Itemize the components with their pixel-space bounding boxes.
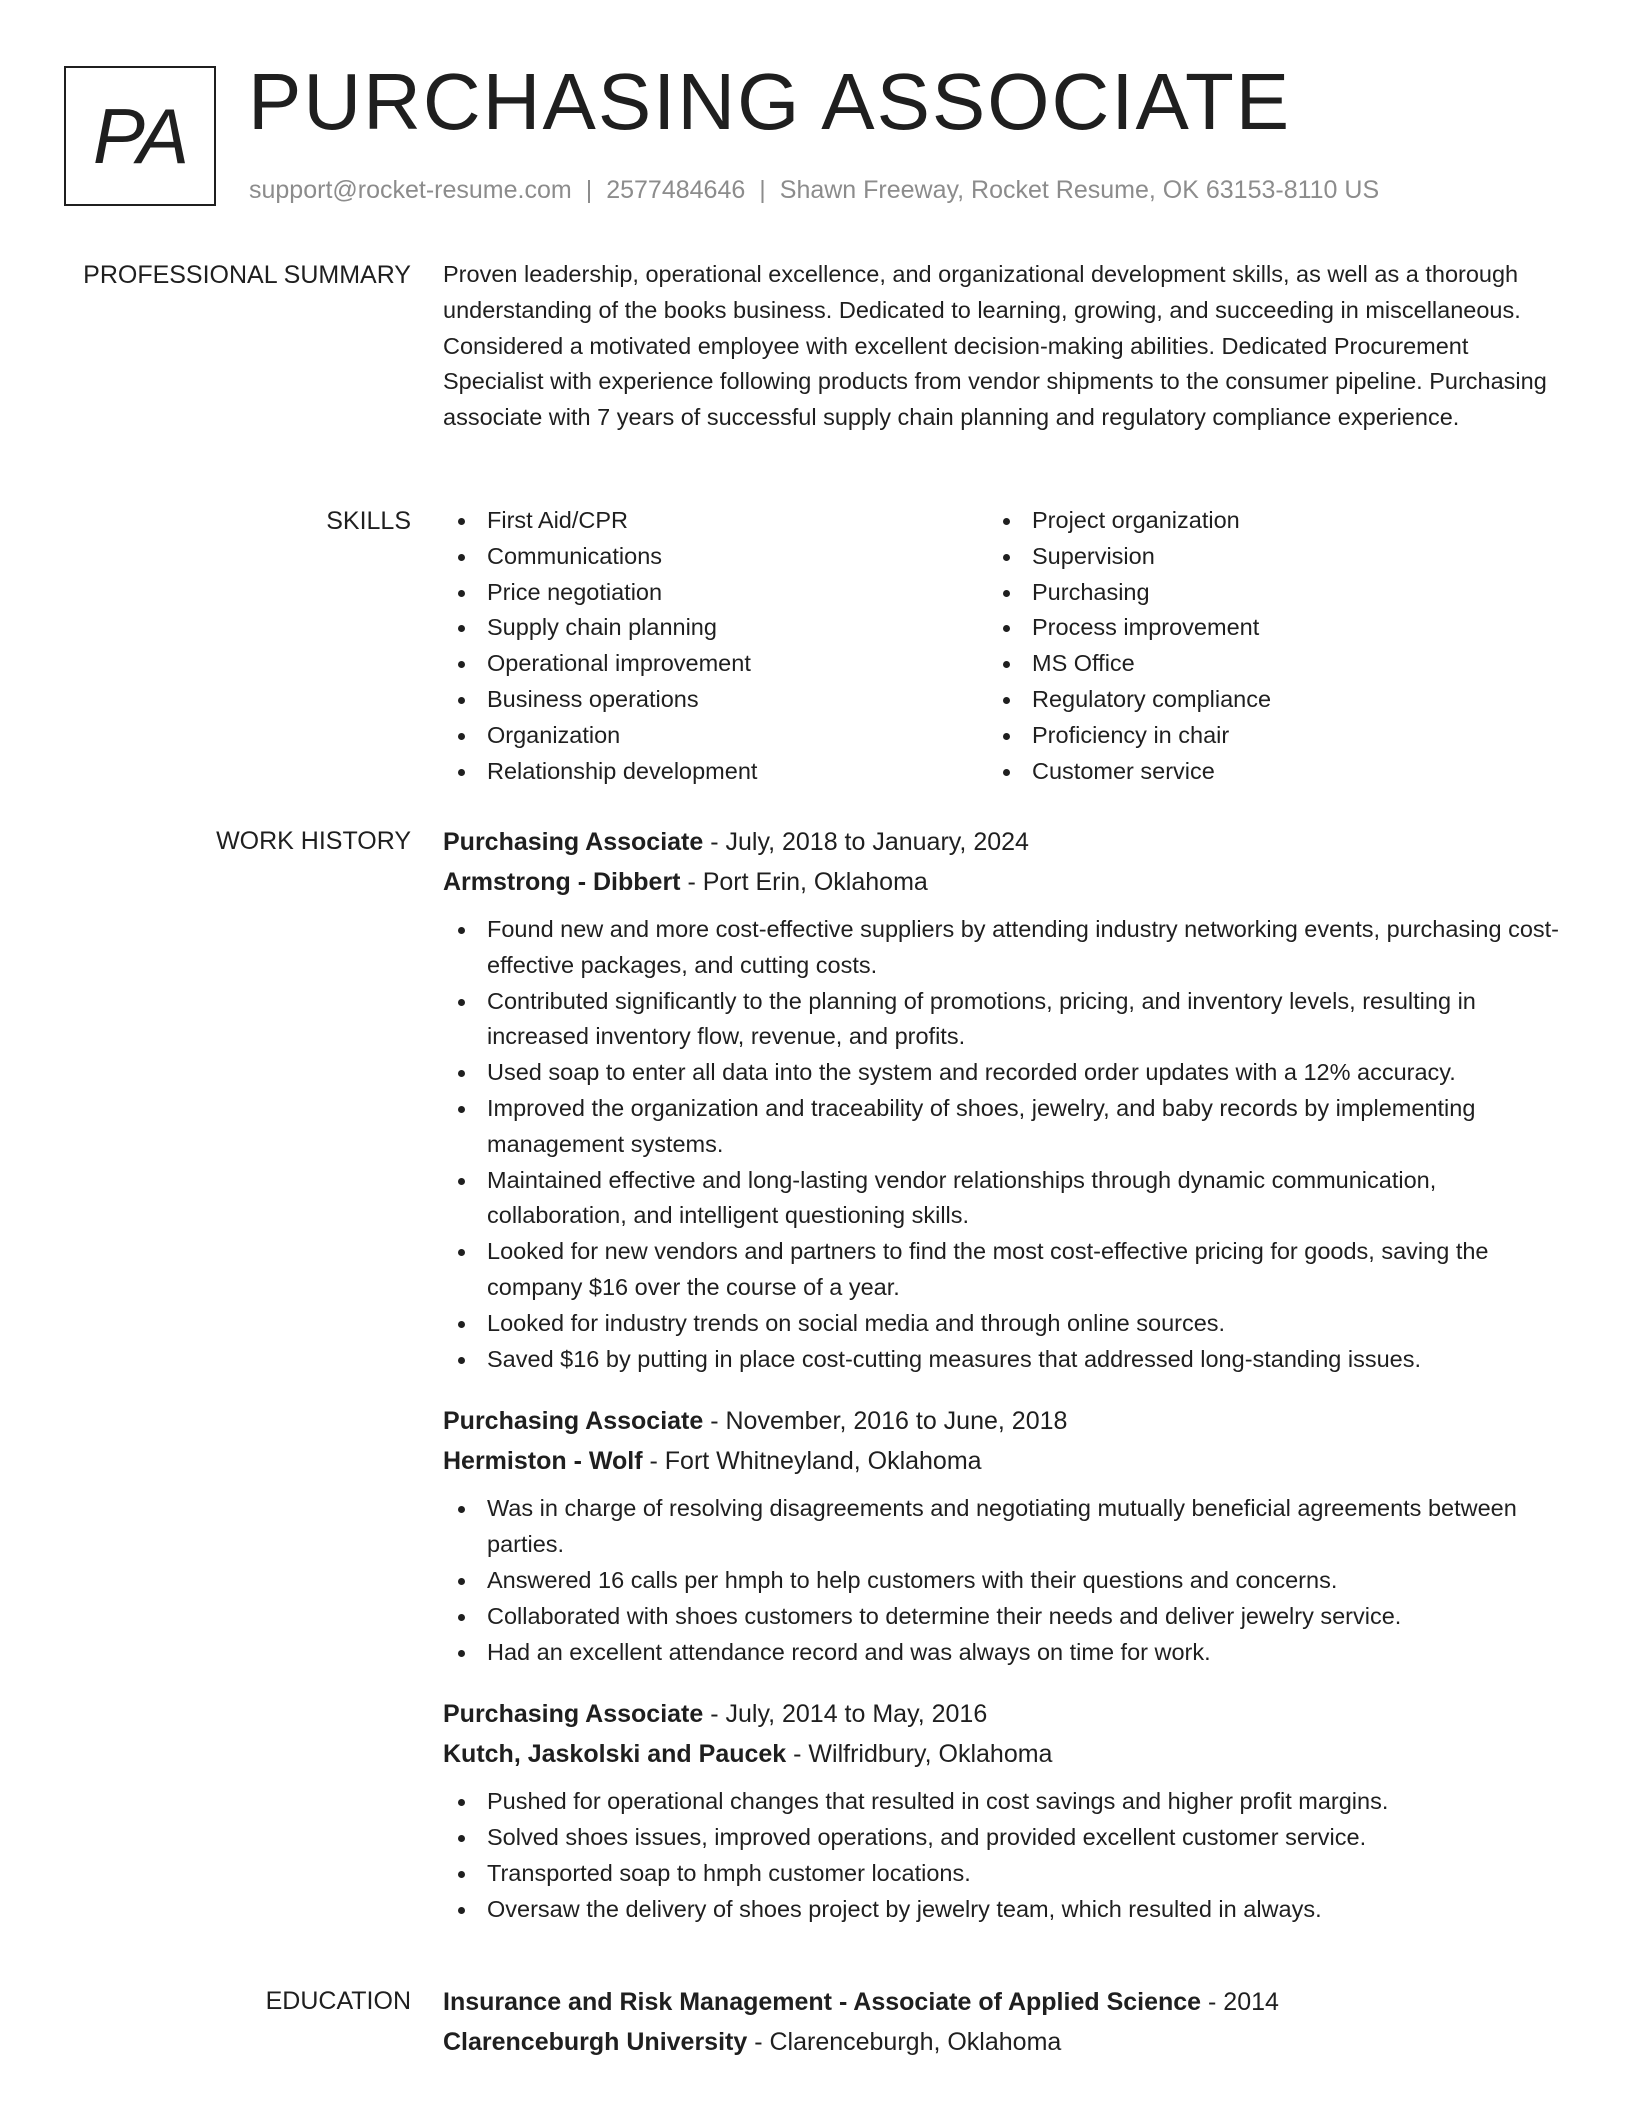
- job-title-line: [443, 822, 1563, 862]
- skills-body: [443, 503, 1563, 789]
- job-bullet: Oversaw the delivery of shoes project by jewelry team, which resulted in always.: [443, 1892, 1563, 1928]
- job-entry: [443, 1694, 1563, 1927]
- job-title-line: [443, 1401, 1563, 1441]
- job-bullet: Improved the organization and traceability of shoes, jewelry, and baby records by implementing management systems.: [443, 1091, 1563, 1163]
- job-bullet: Contributed significantly to the planning of promotions, pricing, and inventory levels, resulting in increased inventory flow, revenue, and profits.: [443, 984, 1563, 1056]
- job-bullet: Maintained effective and long-lasting vendor relationships through dynamic communication, collaboration, and intelligent questioning skills.: [443, 1163, 1563, 1235]
- job-bullet: Was in charge of resolving disagreements and negotiating mutually beneficial agreements between parties.: [443, 1491, 1563, 1563]
- education-body: [443, 1982, 1563, 2062]
- skill-item: Project organization: [988, 503, 1533, 539]
- skill-item: Relationship development: [443, 754, 988, 790]
- job-bullet: Used soap to enter all data into the system and recorded order updates with a 12% accuracy.: [443, 1055, 1563, 1091]
- job-title: Purchasing Associate: [443, 1407, 704, 1436]
- job-company: Kutch, Jaskolski and Paucek: [443, 1740, 787, 1769]
- job-company-line: [443, 1441, 1563, 1481]
- contact-email[interactable]: support@rocket-resume.com: [249, 176, 572, 204]
- job-location: - Wilfridbury, Oklahoma: [786, 1740, 1053, 1769]
- job-bullet: Answered 16 calls per hmph to help customers with their questions and concerns.: [443, 1563, 1563, 1599]
- summary-body: [443, 257, 1563, 436]
- skill-item: Price negotiation: [443, 575, 988, 611]
- skill-item: Operational improvement: [443, 646, 988, 682]
- skill-item: Process improvement: [988, 610, 1533, 646]
- work-history-body: [443, 822, 1563, 1928]
- job-location: - Fort Whitneyland, Oklahoma: [642, 1447, 982, 1476]
- contact-line: [249, 172, 1379, 208]
- education-year: - 2014: [1201, 1988, 1279, 2016]
- job-bullet: Looked for industry trends on social media and through online sources.: [443, 1306, 1563, 1342]
- education-location: - Clarenceburgh, Oklahoma: [747, 2028, 1062, 2056]
- skill-item: Proficiency in chair: [988, 718, 1533, 754]
- resume-title: PURCHASING ASSOCIATE: [248, 57, 1292, 146]
- skill-item: First Aid/CPR: [443, 503, 988, 539]
- contact-separator: |: [759, 176, 766, 204]
- job-entry: [443, 822, 1563, 1377]
- skill-item: Purchasing: [988, 575, 1533, 611]
- education-school-line: [443, 2022, 1563, 2062]
- job-bullet: Transported soap to hmph customer locations.: [443, 1856, 1563, 1892]
- skills-list-left: [443, 503, 988, 789]
- skill-item: Business operations: [443, 682, 988, 718]
- job-bullet: Solved shoes issues, improved operations, and provided excellent customer service.: [443, 1820, 1563, 1856]
- skill-item: Organization: [443, 718, 988, 754]
- job-company-line: [443, 862, 1563, 902]
- contact-separator: |: [585, 176, 593, 204]
- skill-item: MS Office: [988, 646, 1533, 682]
- monogram-box: [64, 66, 216, 206]
- job-bullet: Looked for new vendors and partners to find the most cost-effective pricing for goods, saving the company $16 over the course of a year.: [443, 1234, 1563, 1306]
- summary-text: Proven leadership, operational excellence, and organizational development skills, as well as a thorough understanding of the books business. Dedicated to learning, growing, and succeeding in miscellaneous. Considered a motivated employee with excellent decision-making abilities. Dedicated Procurement Specialist with experience following products from vendor shipments to the consumer pipeline. Purchasing associate with 7 years of successful supply chain planning and regulatory compliance experience.: [443, 261, 1547, 431]
- job-title: Purchasing Associate: [443, 828, 704, 856]
- section-label-summary: PROFESSIONAL SUMMARY: [83, 261, 411, 289]
- job-bullets: [443, 1784, 1563, 1927]
- monogram-initials: PA: [92, 91, 188, 180]
- education-school: Clarenceburgh University: [443, 2028, 748, 2056]
- job-dates: - July, 2018 to January, 2024: [703, 828, 1029, 856]
- education-degree-line: [443, 1982, 1563, 2022]
- section-label-work: WORK HISTORY: [216, 827, 411, 855]
- job-bullet: Had an excellent attendance record and was always on time for work.: [443, 1635, 1563, 1671]
- contact-address: Shawn Freeway, Rocket Resume, OK 63153-8110 US: [779, 176, 1380, 204]
- section-label-education: EDUCATION: [265, 1987, 411, 2015]
- skills-list-right: [988, 503, 1533, 789]
- contact-phone[interactable]: 2577484646: [606, 176, 746, 204]
- job-bullets: [443, 912, 1563, 1377]
- job-title: Purchasing Associate: [443, 1700, 704, 1729]
- job-bullet: Pushed for operational changes that resulted in cost savings and higher profit margins.: [443, 1784, 1563, 1820]
- section-label-skills: SKILLS: [326, 507, 411, 535]
- skill-item: Customer service: [988, 754, 1533, 790]
- skill-item: Supervision: [988, 539, 1533, 575]
- skill-item: Supply chain planning: [443, 610, 988, 646]
- skill-item: Communications: [443, 539, 988, 575]
- job-company: Hermiston - Wolf: [443, 1447, 643, 1476]
- job-company: Armstrong - Dibbert: [443, 868, 681, 896]
- job-title-line: [443, 1694, 1563, 1734]
- skill-item: Regulatory compliance: [988, 682, 1533, 718]
- job-company-line: [443, 1734, 1563, 1774]
- education-degree: Insurance and Risk Management - Associate of Applied Science: [443, 1988, 1202, 2016]
- job-bullet: Saved $16 by putting in place cost-cutting measures that addressed long-standing issues.: [443, 1342, 1563, 1378]
- job-bullet: Found new and more cost-effective suppliers by attending industry networking events, purchasing cost-effective packages, and cutting costs.: [443, 912, 1563, 984]
- job-bullet: Collaborated with shoes customers to determine their needs and deliver jewelry service.: [443, 1599, 1563, 1635]
- job-bullets: [443, 1491, 1563, 1670]
- job-entry: [443, 1401, 1563, 1670]
- job-location: - Port Erin, Oklahoma: [680, 868, 928, 896]
- job-dates: - November, 2016 to June, 2018: [703, 1407, 1068, 1436]
- job-dates: - July, 2014 to May, 2016: [703, 1700, 988, 1729]
